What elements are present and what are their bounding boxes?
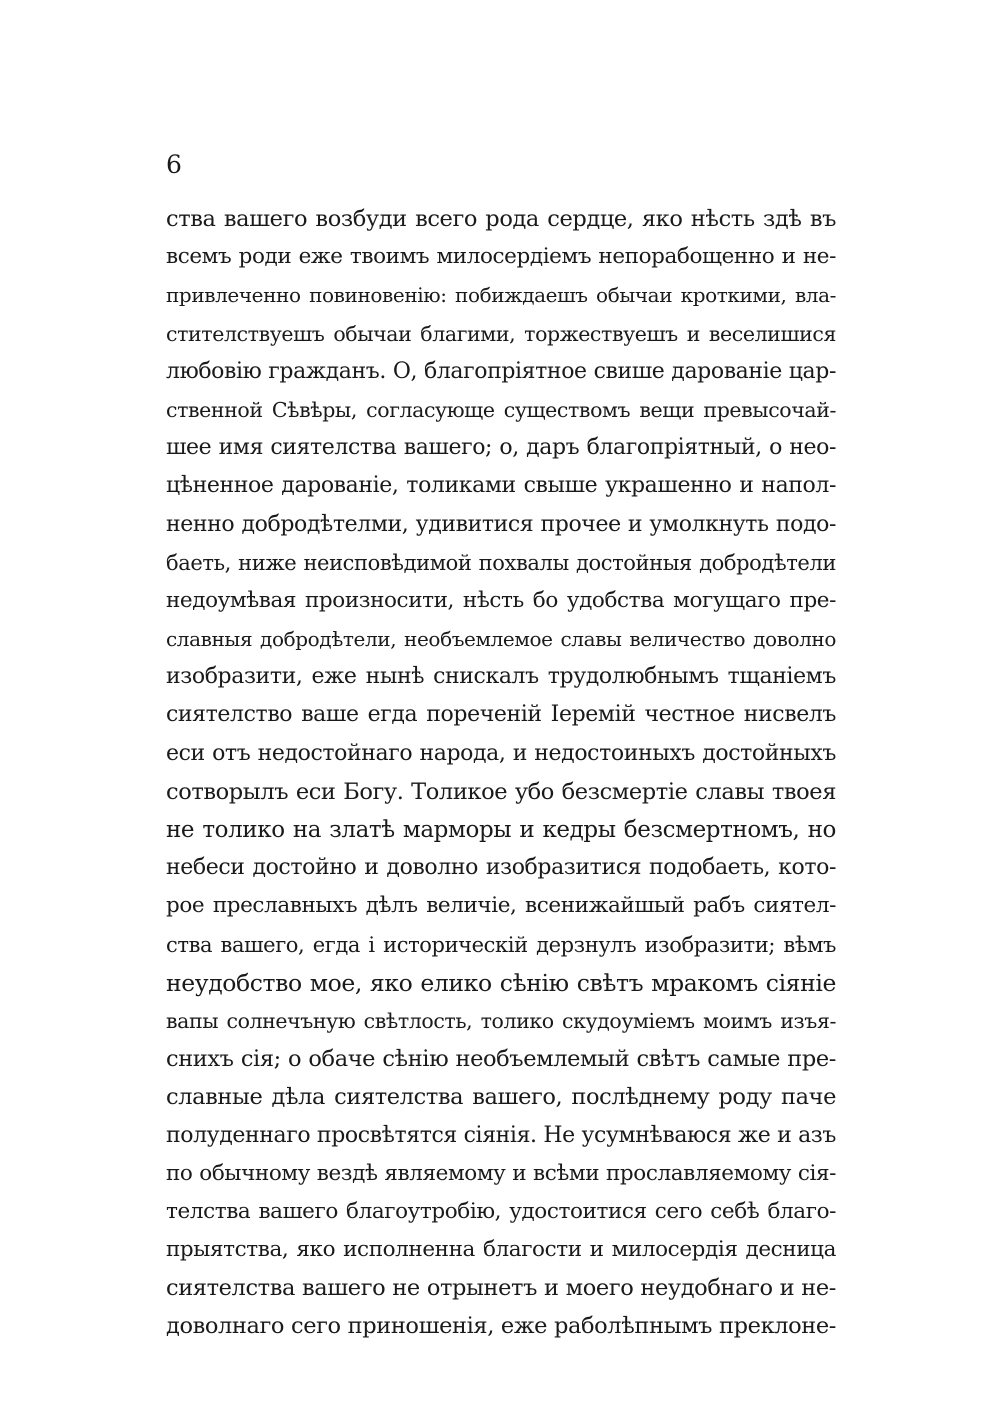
- text-line: цѣненное дарованіе, толиками свыше украшенно и напол-: [166, 473, 836, 499]
- text-line: сотворылъ еси Богу. Толикое убо безсмертіе славы твоея: [166, 778, 836, 805]
- body-text: [166, 200, 836, 1346]
- text-line: не толико на златѣ марморы и кедры безсмертномъ, но: [166, 817, 836, 843]
- text-line: вапы солнечъную свѣтлость, толико скудоуміемъ моимъ изъя-: [166, 1008, 836, 1033]
- text-line: ненно добродѣтелми, удивитися прочее и умолкнуть подо-: [166, 511, 836, 537]
- text-line: баеть, ниже неисповѣдимой похвалы достойныя добродѣтели: [166, 550, 836, 575]
- page-number: 6: [166, 150, 182, 179]
- text-line: рое преславныхъ дѣлъ величіе, всенижайшый рабъ сиятел-: [166, 893, 836, 919]
- text-line: славные дѣла сиятелства вашего, послѣднему роду паче: [166, 1084, 836, 1111]
- text-line: полуденнаго просвѣтятся сіянія. Не усумнѣваюся же и азъ: [166, 1122, 836, 1148]
- text-line: по обычному вездѣ являемому и всѣми прославляемому сія-: [166, 1160, 836, 1186]
- text-line: изобразити, еже нынѣ снискалъ трудолюбнымъ тщаніемъ: [166, 664, 836, 690]
- text-line: неудобство мое, яко елико сѣнію свѣтъ мракомъ сіяніе: [166, 968, 836, 997]
- text-line: привлеченно повиновенію: побиждаешъ обычаи кроткими, вла-: [166, 283, 836, 308]
- text-line: шее имя сиятелства вашего; о, даръ благопріятный, о нео-: [166, 435, 836, 461]
- text-line: телства вашего благоутробію, удостоитися сего себѣ благо-: [166, 1198, 836, 1224]
- text-line: сиятелство ваше егда пореченій Іеремій честное нисвелъ: [166, 702, 836, 728]
- text-line: ства вашего, егда і историческій дерзнулъ изобразити; вѣмъ: [166, 932, 836, 957]
- text-line: недоумѣвая произносити, нѣсть бо удобства могущаго пре-: [166, 587, 836, 613]
- text-line: стителствуешъ обычаи благими, торжествуешъ и веселишися: [166, 321, 836, 346]
- text-line: снихъ сія; о обаче сѣнію необъемлемый свѣтъ самые пре-: [166, 1046, 836, 1073]
- text-line: еси отъ недостойнаго народа, и недостоиныхъ достойныхъ: [166, 740, 836, 766]
- text-line: небеси достойно и доволно изобразитися подобаеть, кото-: [166, 855, 836, 881]
- text-line: всемъ роди еже твоимъ милосердіемъ непорабощенно и не-: [166, 244, 836, 270]
- text-line: славныя добродѣтели, необъемлемое славы величество доволно: [166, 627, 836, 652]
- text-line: ства вашего возбуди всего рода сердце, яко нѣсть здѣ въ: [166, 206, 836, 232]
- text-line: прыятства, яко исполненна благости и милосердія десница: [166, 1237, 836, 1263]
- text-line: доволнаго сего приношенія, еже раболѣпнымъ преклоне-: [166, 1313, 836, 1340]
- text-line: любовію гражданъ. О, благопріятное свише дарованіе цар-: [166, 358, 836, 384]
- text-line: сиятелства вашего не отрынетъ и моего неудобнаго и не-: [166, 1275, 836, 1302]
- text-line: ственной Сѣвѣры, согласующе существомъ вещи превысочай-: [166, 397, 836, 422]
